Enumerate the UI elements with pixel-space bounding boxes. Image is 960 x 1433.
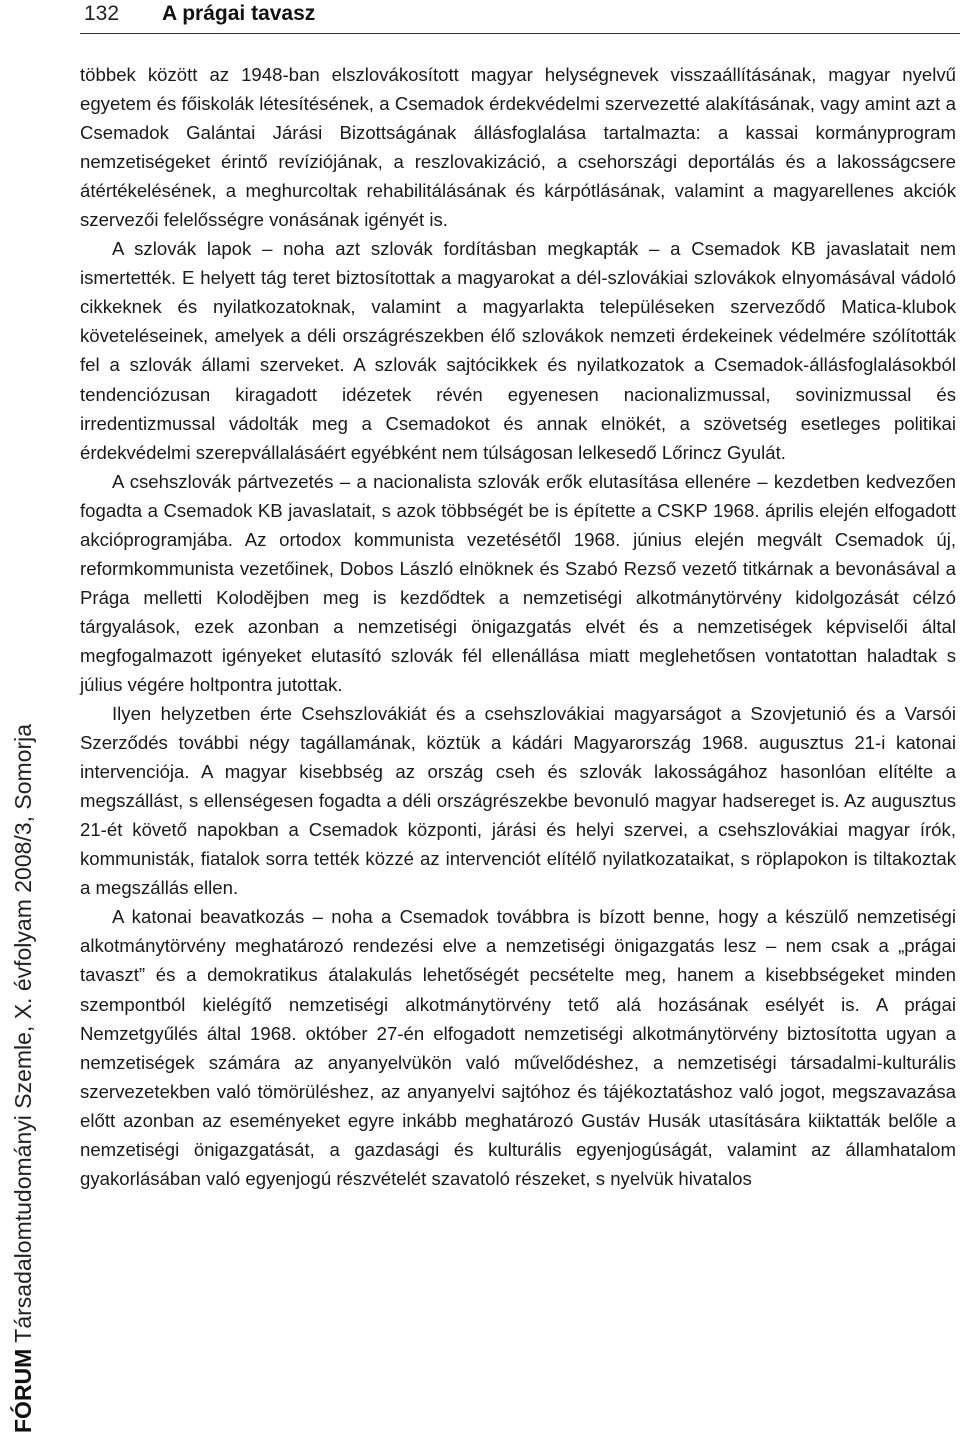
journal-citation: Társadalomtudományi Szemle, X. évfolyam 2008/3, Somorja <box>10 723 36 1349</box>
paragraph-4: Ilyen helyzetben érte Csehszlovákiát és a csehszlovákiai magyarságot a Szovjetunió és a Varsói Szerződés további négy tagállamának, köztük a kádári Magyarország 1968. augusztus 21-i katonai intervenciója. A magyar kisebbség az ország cseh és szlovák lakosságához hasonlóan elítélte a megszállást, s ellenségesen fogadta a déli országrészekbe bevonuló magyar hadsereget is. Az augusztus 21-ét követő napokban a Csemadok központi, járási és helyi szervei, a csehszlovákiai magyar írók, kommunisták, fiatalok sorra tették közzé az intervenciót elítélő nyilatkozataikat, s röplapokon is tiltakoztak a megszállás ellen. <box>80 703 956 899</box>
page-number: 132 <box>84 2 120 25</box>
journal-side-label <box>6 533 46 1433</box>
article-body <box>80 60 956 1193</box>
paragraph-1: többek között az 1948-ban elszlovákosított magyar helységnevek visszaállításának, magyar nyelvű egyetem és főiskolák létesítésének, a Csemadok érdekvédelmi szervezetté alakításának, vagy amint azt a Csemadok Galántai Járási Bizottságának állásfoglalása tartalmazta: a kassai kormányprogram nemzetiségeket érintő revíziójának, a reszlovakizáció, a csehországi deportálás és a lakosságcsere átértékelésének, a meghurcoltak rehabilitálásának és kárpótlásának, valamint a magyarellenes akciók szervezői felelősségre vonásának igényét is. <box>80 64 956 231</box>
paragraph-5: A katonai beavatkozás – noha a Csemadok továbbra is bízott benne, hogy a készülő nemzetiségi alkotmánytörvény meghatározó rendezési elve a nemzetiségi önigazgatás lesz – nem csak a „prágai tavaszt” és a demokratikus átalakulás lehetőségét pecsételte meg, hanem a kisebbségeket minden szempontból kielégítő nemzetiségi alkotmánytörvény tető alá hozásának esélyét is. A prágai Nemzetgyűlés által 1968. október 27-én elfogadott nemzetiségi alkotmánytörvény biztosította ugyan a nemzetiségek számára az anyanyelvükön való művelődéshez, a nemzetiségi társadalmi-kulturális szervezetekben való tömörüléshez, az anyanyelvi sajtóhoz és tájékoztatáshoz való jogot, megszavazása előtt azonban az eseményeket egyre inkább meghatározó Gustáv Husák utasítására kiiktatták belőle a nemzetiségi önigazgatását, a gazdasági és kulturális egyenjogúságát, valamint az államhatalom gyakorlásában való egyenjogú részvételét szavatoló részeket, s nyelvük hivatalos <box>80 906 956 1189</box>
running-title: A prágai tavasz <box>162 2 316 25</box>
page-header <box>80 0 960 34</box>
paragraph-2: A szlovák lapok – noha azt szlovák fordításban megkapták – a Csemadok KB javaslatait nem ismertették. E helyett tág teret biztosítottak a magyarokat a dél-szlovákiai szlovákok elnyomásával vádoló cikkeknek és nyilatkozatoknak, valamint a magyarlakta településeken szerveződő Matica-klubok követeléseinek, amelyek a déli országrészekben élő szlovákok nemzeti érdekeinek védelmére szólították fel a szlovák állami szerveket. A szlovák sajtócikkek és nyilatkozatok a Csemadok-állásfoglalásokból tendenciózusan kiragadott idézetek révén egyenesen nacionalizmussal, sovinizmussal és irredentizmussal vádolták meg a Csemadokot és annak elnökét, a szövetség esetleges politikai érdekvédelmi szerepvállalásáért egyébként nem túlságosan lelkesedő Lőrincz Gyulát. <box>80 238 956 463</box>
paragraph-3: A csehszlovák pártvezetés – a nacionalista szlovák erők elutasítása ellenére – kezdetben kedvezően fogadta a Csemadok KB javaslatait, s azok többségét be is építette a CSKP 1968. április elején elfogadott akcióprogramjába. Az ortodox kommunista vezetésétől 1968. június elején megvált Csemadok új, reformkommunista vezetőinek, Dobos László elnöknek és Szabó Rezső vezető titkárnak a bevonásával a Prága melletti Kolodějben meg is kezdődtek a nemzetiségi alkotmánytörvény kidolgozását célzó tárgyalások, ezek azonban a nemzetiségi önigazgatás elvét és a nemzetiségek képviselői által megfogalmazott igényeket elutasító szlovák fél ellenállása miatt meglehetősen vontatottan haladtak s július végére holtpontra jutottak. <box>80 470 956 695</box>
journal-brand: FÓRUM <box>10 1348 36 1433</box>
